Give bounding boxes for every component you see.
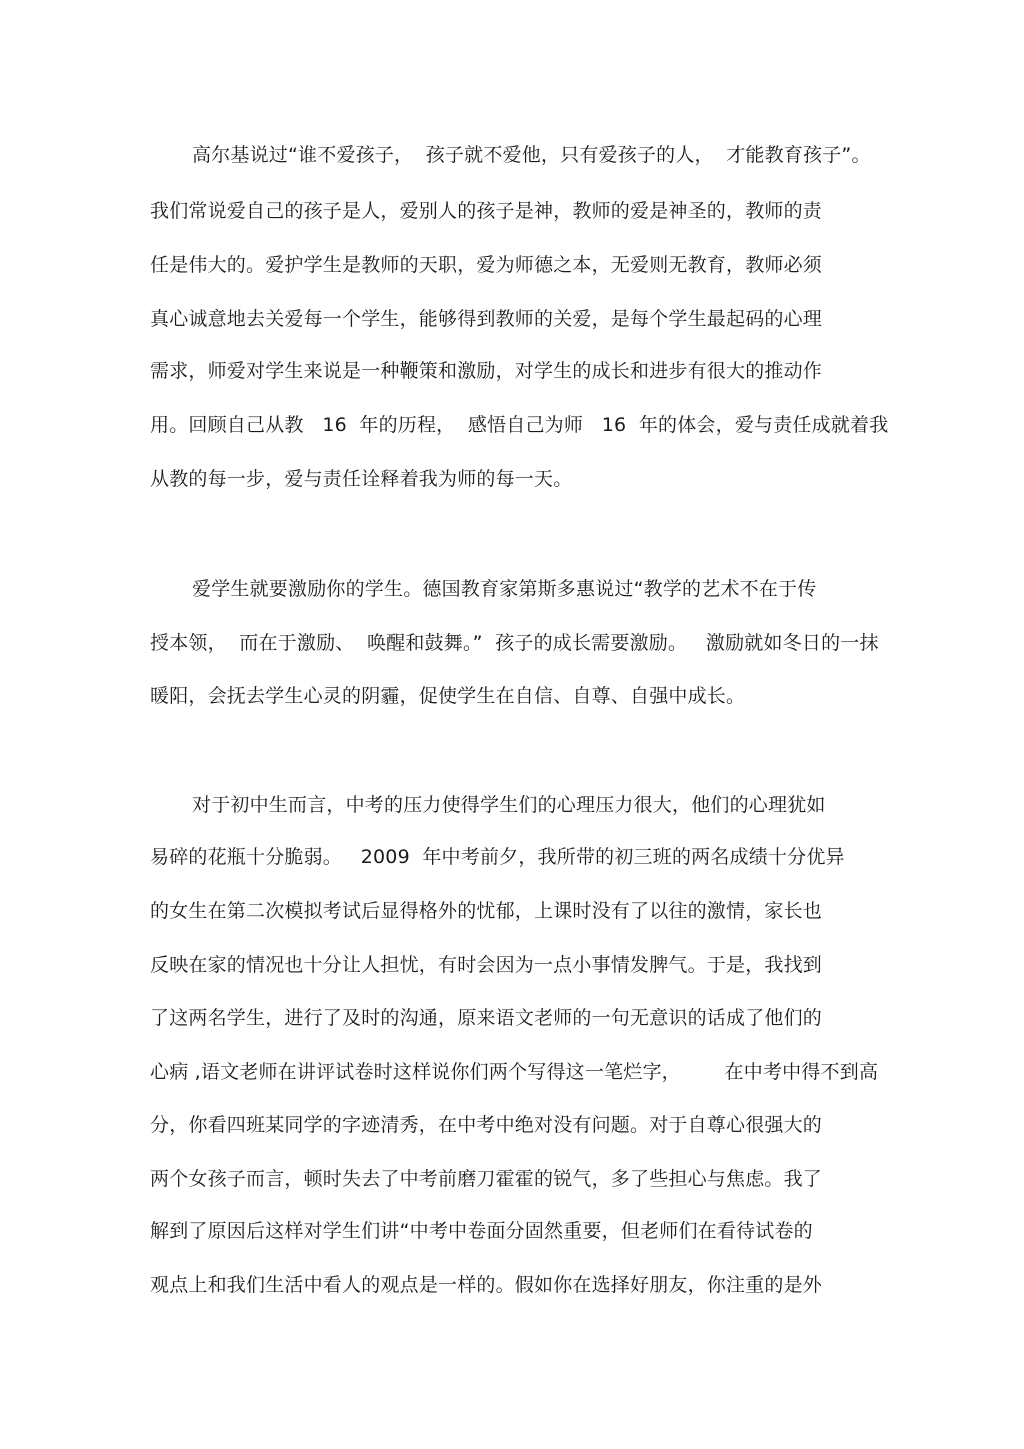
paragraph-3-line-4: 反映在家的情况也十分让人担忧，有时会因为一点小事情发脾气。于是，我找到 — [150, 954, 823, 976]
paragraph-1-line-6: 用。回顾自己从教 16 年的历程， 感悟自己为师 16 年的体会，爱与责任成就着我 — [150, 414, 889, 436]
paragraph-3-line-5: 了这两名学生，进行了及时的沟通，原来语文老师的一句无意识的话成了他们的 — [150, 1007, 823, 1029]
paragraph-1-line-5: 需求，师爱对学生来说是一种鞭策和激励，对学生的成长和进步有很大的推动作 — [150, 360, 823, 382]
paragraph-1-line-7: 从教的每一步，爱与责任诠释着我为师的每一天。 — [150, 468, 573, 490]
paragraph-2-line-2: 授本领， 而在于激励、 唤醒和鼓舞。” 孩子的成长需要激励。 激励就如冬日的一抹 — [150, 632, 879, 654]
paragraph-3-line-1: 对于初中生而言，中考的压力使得学生们的心理压力很大，他们的心理犹如 — [192, 794, 826, 816]
paragraph-3-line-8: 两个女孩子而言，顿时失去了中考前磨刀霍霍的锐气，多了些担心与焦虑。我了 — [150, 1168, 823, 1190]
paragraph-1-line-4: 真心诚意地去关爱每一个学生，能够得到教师的关爱，是每个学生最起码的心理 — [150, 308, 823, 330]
paragraph-2-line-1: 爱学生就要激励你的学生。德国教育家第斯多惠说过“教学的艺术不在于传 — [192, 578, 817, 600]
paragraph-2-line-3: 暖阳，会抚去学生心灵的阴霾，促使学生在自信、自尊、自强中成长。 — [150, 685, 746, 707]
paragraph-3-line-6: 心病 ,语文老师在讲评试卷时这样说你们两个写得这一笔烂字， 在中考中得不到高 — [150, 1061, 879, 1083]
paragraph-3-line-2: 易碎的花瓶十分脆弱。 2009 年中考前夕，我所带的初三班的两名成绩十分优异 — [150, 846, 845, 868]
paragraph-3-line-10: 观点上和我们生活中看人的观点是一样的。假如你在选择好朋友，你注重的是外 — [150, 1274, 823, 1296]
paragraph-1-line-3: 任是伟大的。爱护学生是教师的天职，爱为师德之本，无爱则无教育，教师必须 — [150, 254, 823, 276]
paragraph-3-line-9: 解到了原因后这样对学生们讲“中考中卷面分固然重要，但老师们在看待试卷的 — [150, 1220, 813, 1242]
paragraph-1-line-2: 我们常说爱自己的孩子是人，爱别人的孩子是神，教师的爱是神圣的，教师的责 — [150, 200, 823, 222]
paragraph-3-line-7: 分，你看四班某同学的字迹清秀，在中考中绝对没有问题。对于自尊心很强大的 — [150, 1114, 823, 1136]
paragraph-3-line-3: 的女生在第二次模拟考试后显得格外的忧郁，上课时没有了以往的激情，家长也 — [150, 900, 823, 922]
paragraph-1-line-1: 高尔基说过“谁不爱孩子， 孩子就不爱他，只有爱孩子的人， 才能教育孩子”。 — [192, 144, 871, 166]
